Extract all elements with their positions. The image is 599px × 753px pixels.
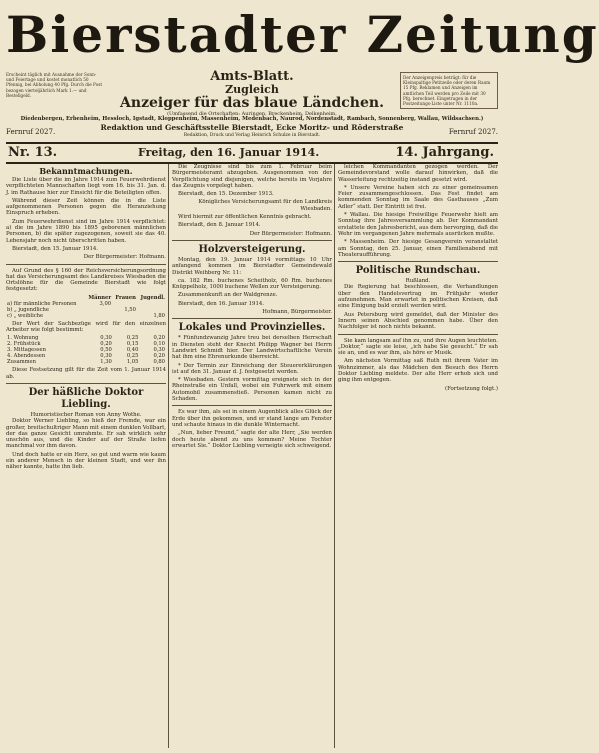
column-divider (334, 164, 335, 748)
article-paragraph: * Unsere Vereine haben sich zu einer gemeinsamen Feier zusammengeschlossen. Das Fest findet am kommenden Sonntag im Saale des Gasthauses „Zum Adler“ statt. Der Eintritt ist frei. (338, 184, 498, 210)
table-cell (85, 313, 112, 319)
section-heading: Bekanntmachungen. (39, 166, 133, 176)
article-paragraph: * Wiesbaden. Gestern vormittag ereignete sich in der Rheinstraße ein Unfall, wobei ein Fuhrwerk mit einem Automobil zusammenstieß. Personen kamen nicht zu Schaden. (172, 377, 332, 403)
article-paragraph: ca. 182 Rm. buchenes Scheitholz, 60 Rm. buchenes Knüppelholz, 1000 buchene Wellen zur Versteigerung. (172, 277, 332, 291)
column-divider (168, 164, 169, 748)
signature: Der Bürgermeister: Hofmann. (83, 254, 166, 261)
serial-title: Der häßliche Doktor Liebling. (28, 386, 144, 410)
article-paragraph: * Massenheim. Der hiesige Gesangverein veranstaltet am Sonntag, den 25. Januar, einen Familienabend mit Theateraufführung. (338, 239, 498, 258)
serial-paragraph: Es war ihm, als sei in einem Augenblick alles Glück der Erde über ihn gekommen, und er stand lange am Fenster und schaute hinaus in die dunkle Winternacht. (172, 409, 332, 428)
printer-info: Redaktion, Druck und Verlag Heinrich Schulze in Bierstadt. (183, 132, 321, 138)
article-paragraph: Aus Petersburg wird gemeldet, daß der Minister des Innern seinen Abschied genommen habe. Über den Nachfolger ist noch nichts bekannt. (338, 311, 498, 331)
column-2 (172, 164, 332, 750)
issue-year: 14. Jahrgang. (395, 145, 494, 160)
table-cell: 0,30 (100, 335, 112, 342)
table-header-cell: Jugendl. (140, 294, 165, 301)
dateline: Bierstadt, den 8. Januar 1914. (178, 222, 261, 229)
article-paragraph: Die Zeugnisse sind bis zum 1. Februar beim Bürgermeisteramt abzugeben. Ausgenommen von der Verpflichtung sind diejenigen, welche bereits im Vorjahre das Zeugnis vorgelegt haben. (172, 164, 332, 189)
subtitle-block (110, 70, 394, 117)
serial-paragraph: Am nächsten Vormittag saß Ruth mit ihrem Vater im Wohnzimmer, als das Mädchen den Besuch des Herrn Doktor Liebling meldete. Der alte Herr erhob sich und ging ihm entgegen. (338, 358, 498, 384)
article-paragraph: Wird hiermit zur öffentlichen Kenntnis gebracht. (178, 214, 312, 221)
article-paragraph: Auf Grund des § 160 der Reichsversicherungsordnung hat das Versicherungsamt des Landkreises Wiesbaden die Ortslöhne für die Gemeinde Bierstadt wie folgt festgesetzt: (6, 267, 166, 293)
towns-strip: Diedenbergen, Erbenheim, Hessloch, Igstadt, Kloppenheim, Massenheim, Medenbach, Naurod, Nordenstadt, Rambach, Sonnenberg, Wallau, Wildsachsen.) (20, 116, 484, 122)
section-heading: Holzversteigerung. (198, 243, 306, 255)
table-cell: c) „ weibliche (7, 312, 44, 319)
signature: Hofmann, Bürgermeister. (262, 309, 332, 316)
phone-right: Fernruf 2027. (448, 128, 498, 136)
masthead-title: Bierstadter Zeitung (6, 5, 599, 64)
serial-paragraph: Sie kam langsam auf ihn zu, und ihre Augen leuchteten. „Doktor,“ sagte sie leise, „ich habe Sie gesucht.“ Er sah sie an, und es war ihm, als höre er Musik. (338, 337, 498, 357)
table-header-cell: Männer (88, 294, 112, 301)
subtitle-anzeiger: Anzeiger für das blaue Ländchen. (120, 95, 384, 111)
subtitle-towns-intro: (Umfassend die Ortschaften: Auringen, Breckenheim, Delkenheim, (167, 111, 337, 117)
table-cell: 1,30 (100, 359, 112, 366)
article-paragraph: Zusammenkunft an der Waldgrenze. (178, 292, 278, 299)
table-cell: b) „ jugendliche (7, 306, 49, 313)
article-paragraph: * Fünfundzwanzig Jahre treu bei derselben Herrschaft in Diensten steht der Knecht Philipp Wagner bei Herrn Landwirt Schmidt hier. Der Landwirtschaftliche Verein hat ihm eine Ehrenurkunde überreicht. (172, 335, 332, 361)
article-paragraph: leichen Kommandanten gezogen werden. Der Gemeindevorstand wolle darauf hinwirken, daß die Wasserleitung rechtzeitig instand gesetzt wird. (338, 164, 498, 183)
article-paragraph: Die Regierung hat beschlossen, die Verhandlungen über den Handelsvertrag im Frühjahr wieder aufzunehmen. Man erwartet in politischen Kreisen, daß eine Einigung bald erzielt werden wird. (338, 284, 498, 310)
table-cell: 0,15 (126, 341, 139, 348)
subscription-info-box: Erscheint täglich mit Ausnahme der Sonn- und Feiertage und kostet monatlich 50 Pfennig, bei Abholung 40 Pfg. Durch die Post bezogen vierteljährlich Mark 1.— und Bestellgeld. (6, 72, 103, 98)
table-cell: 1,05 (126, 359, 139, 366)
divider (6, 264, 166, 265)
continuation-note: (Fortsetzung folgt.) (444, 385, 498, 392)
table-cell: 3. Mittagessen (7, 347, 46, 354)
table-cell: 0,30 (153, 347, 165, 354)
table-cell (112, 313, 137, 319)
signature: Königliches Versicherungsamt für den Landkreis Wiesbaden. (198, 199, 332, 212)
table-cell: 0,10 (153, 341, 165, 348)
subtitle-amtsblatt: Amts-Blatt. (210, 69, 294, 84)
signature: Der Bürgermeister: Hofmann. (249, 230, 332, 237)
benefits-table (6, 335, 166, 365)
serial-paragraph: Doktor Werner Liebling, so hieß der Fremde, war ein großer, breitschultriger Mann mit einem dunklen Vollbart, der das ganze Gesicht umrahmte. Er sah wirklich sehr unschön aus, und die Kinder auf der Straße liefen manchmal vor ihm davon. (6, 418, 166, 450)
table-cell: Zusammen (7, 359, 36, 366)
article-paragraph: * Wallau. Die hiesige Freiwillige Feuerwehr hielt am Sonntag ihre Jahresversammlung ab. Der Kommandant erstattete den Jahresbericht, aus dem hervorging, daß die Wehr im vergangenen Jahre mehrmals ausrücken mußte. (338, 212, 498, 237)
issue-bar (6, 142, 498, 164)
table-cell: 2. Frühstück (7, 341, 41, 348)
article-paragraph: Der Wert der Sachbezüge wird für den einzelnen Arbeiter wie folgt bestimmt: (6, 320, 166, 334)
table-cell: 0,80 (153, 359, 165, 366)
article-paragraph: Montag, den 19. Januar 1914 vormittags 10 Uhr anfangend kommen im Bierstadter Gemeindewald Distrikt Weihberg Nr. 11: (172, 256, 332, 276)
wage-table (6, 295, 166, 319)
table-cell: 1,50 (124, 306, 136, 313)
dateline: Bierstadt, den 15. Dezember 1913. (178, 191, 274, 198)
article-paragraph: Diese Festsetzung gilt für die Zeit vom 1. Januar 1914 ab. (6, 367, 166, 380)
table-row (6, 313, 166, 319)
column-1 (6, 164, 166, 750)
table-cell: 1. Wohnung (7, 335, 39, 342)
article-paragraph: Zum Feuerwehrdienst sind im Jahre 1914 verpflichtet: a) die im Jahre 1890 bis 1895 geborenen männlichen Personen, b) die später zugezogenen, soweit sie das 40. Lebensjahr noch nicht überschritten haben. (6, 218, 166, 244)
divider (172, 318, 332, 319)
column-3 (338, 164, 498, 750)
table-header-cell: Frauen (115, 294, 136, 301)
advertising-rates-box: Der Anzeigenpreis beträgt: für die Kleinspaltige Petitzeile oder deren Raum 15 Pfg. Reklamen und Anzeigen im amtlichen Teil werden pro Zeile mit 30 Pfg. berechnet. Eingetragen in der Postzeitungs-Liste unter Nr. 1110a. (400, 72, 498, 109)
table-cell: 0,50 (100, 347, 112, 354)
issue-date: Freitag, den 16. Januar 1914. (138, 146, 320, 159)
serial-paragraph: Und doch hatte er ein Herz, so gut und warm wie kaum ein anderer Mensch in der kleinen Stadt, und wer ihn näher kannte, hatte ihn lieb. (6, 451, 166, 471)
table-cell: 0,25 (126, 335, 139, 342)
table-cell: a) für männliche Personen (7, 300, 77, 307)
table-cell: 0,20 (153, 353, 165, 360)
phone-left: Fernruf 2027. (6, 128, 56, 136)
article-paragraph: Die Liste über die im Jahre 1914 zum Feuerwehrdienst verpflichteten Mannschaften liegt vom 16. bis 31. Jan. d. J. im Rathause hier zur Einsicht für die Beteiligten offen. (6, 177, 166, 196)
editorial-address: Redaktion und Geschäftsstelle Bierstadt, Ecke Moritz- und Rôderstraße (100, 123, 404, 132)
divider (172, 240, 332, 241)
publisher-info (96, 124, 408, 138)
serial-paragraph: „Nun, lieber Freund,“ sagte der alte Herr, „Sie werden doch heute abend zu uns kommen? Meine Tochter erwartet Sie.“ Doktor Liebling verneigte sich schweigend. (172, 430, 332, 449)
divider (338, 261, 498, 262)
table-cell: 3,00 (99, 300, 112, 307)
divider (6, 383, 166, 384)
table-cell: 1,80 (153, 312, 165, 319)
section-heading: Politische Rundschau. (355, 265, 481, 277)
table-row (6, 359, 166, 365)
subtitle-zugleich: Zugleich (225, 83, 279, 96)
divider (338, 334, 498, 335)
issue-number: Nr. 13. (8, 145, 58, 160)
table-cell: 0,20 (100, 341, 112, 348)
dateline: Bierstadt, den 16. Januar 1914. (178, 300, 265, 307)
table-cell: 0,20 (153, 335, 165, 342)
table-cell: 0,40 (126, 347, 139, 354)
divider (172, 405, 332, 406)
table-cell: 0,30 (100, 353, 112, 360)
table-cell: 4. Abendessen (7, 353, 46, 360)
section-heading: Lokales und Provinzielles. (178, 322, 326, 334)
dateline: Bierstadt, den 15. Januar 1914. (12, 245, 99, 252)
publisher-row (6, 124, 498, 142)
article-paragraph: * Der Termin zur Einreichung der Steuererklärungen ist auf den 31. Januar d. J. festgesetzt worden. (172, 362, 332, 375)
section-subheading: Rußland. (405, 278, 431, 285)
table-cell: 0,25 (126, 353, 139, 360)
serial-subtitle: Humoristischer Roman von Anny Wothe. (30, 411, 142, 418)
article-paragraph: Während dieser Zeit können die in die Liste aufgenommenen Personen gegen die Heranziehung Einspruch erheben. (6, 197, 166, 217)
masthead (6, 4, 599, 68)
